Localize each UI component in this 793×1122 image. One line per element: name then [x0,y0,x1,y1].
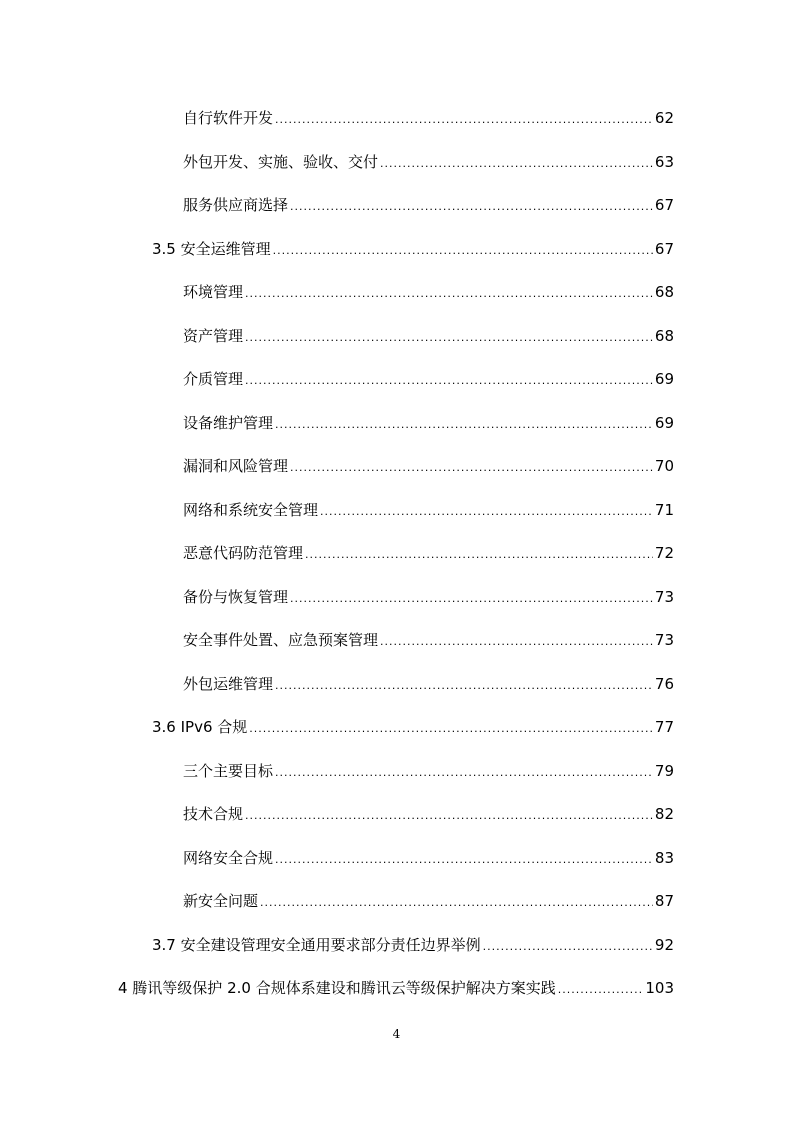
toc-entry-title: 环境管理 [183,283,244,301]
toc-entry-title: 漏洞和风险管理 [183,457,289,475]
toc-entry[interactable] [183,456,674,478]
dot-leader [245,371,653,391]
dot-leader [275,415,653,435]
dot-leader [558,980,644,1000]
dot-leader [260,893,653,913]
dot-leader [275,110,653,130]
toc-entry[interactable] [183,369,674,391]
toc-entry[interactable] [183,195,674,217]
toc-entry[interactable] [183,413,674,435]
dot-leader [249,719,653,739]
toc-entry-title: 外包运维管理 [183,675,274,693]
toc-page-number: 83 [654,849,674,867]
toc-entry-title: 技术合规 [183,805,244,823]
dot-leader [275,763,653,783]
toc-entry[interactable] [183,761,674,783]
dot-leader [275,850,653,870]
toc-entry-title: 设备维护管理 [183,414,274,432]
toc-entry[interactable] [183,891,674,913]
toc-entry[interactable] [183,848,674,870]
dot-leader [305,545,653,565]
toc-entry-title: 3.5 安全运维管理 [152,240,271,258]
toc-page-number: 77 [654,718,674,736]
dot-leader [290,458,653,478]
toc-page-number: 87 [654,892,674,910]
toc-page-number: 73 [654,631,674,649]
toc-entry-title: 恶意代码防范管理 [183,544,304,562]
dot-leader [320,502,653,522]
dot-leader [273,241,653,261]
toc-page-number: 69 [654,370,674,388]
toc-entry-title: 外包开发、实施、验收、交付 [183,153,379,171]
toc-page-number: 68 [654,327,674,345]
dot-leader [290,197,653,217]
toc-entry-title: 介质管理 [183,370,244,388]
toc-page-number: 63 [654,153,674,171]
toc-entry[interactable] [183,500,674,522]
toc-entry-title: 服务供应商选择 [183,196,289,214]
dot-leader [245,284,653,304]
toc-entry[interactable] [183,674,674,696]
toc-entry-title: 3.6 IPv6 合规 [152,718,248,736]
page-number: 4 [392,1027,401,1041]
toc-entry[interactable] [183,587,674,609]
toc-entry[interactable] [152,935,674,957]
toc-page-number: 73 [654,588,674,606]
toc-entry-title: 备份与恢复管理 [183,588,289,606]
toc-entry-title: 3.7 安全建设管理安全通用要求部分责任边界举例 [152,936,481,954]
toc-page-number: 69 [654,414,674,432]
toc-entry[interactable] [183,804,674,826]
toc-page-number: 79 [654,762,674,780]
toc-page-number: 103 [645,979,674,997]
toc-entry-title: 网络和系统安全管理 [183,501,319,519]
toc-entry[interactable] [183,326,674,348]
toc-page-number: 67 [654,240,674,258]
toc-entry-title: 网络安全合规 [183,849,274,867]
toc-page-number: 82 [654,805,674,823]
toc-entry[interactable] [183,543,674,565]
toc-page-number: 67 [654,196,674,214]
toc-entry-title: 资产管理 [183,327,244,345]
toc-entry[interactable] [183,282,674,304]
toc-page-number: 70 [654,457,674,475]
dot-leader [380,154,653,174]
toc-entry[interactable] [183,108,674,130]
toc-entry[interactable] [118,978,674,1000]
toc-entry[interactable] [152,239,674,261]
toc-page-number: 71 [654,501,674,519]
dot-leader [483,937,653,957]
toc-entry-title: 自行软件开发 [183,109,274,127]
toc-page-number: 76 [654,675,674,693]
toc-page-number: 68 [654,283,674,301]
toc-entry-title: 新安全问题 [183,892,259,910]
toc-entry-title: 安全事件处置、应急预案管理 [183,631,379,649]
toc-page-number: 92 [654,936,674,954]
dot-leader [380,632,653,652]
dot-leader [245,328,653,348]
toc-page-number: 62 [654,109,674,127]
toc-entry[interactable] [183,630,674,652]
toc-entry-title: 4 腾讯等级保护 2.0 合规体系建设和腾讯云等级保护解决方案实践 [118,979,556,997]
toc-page-number: 72 [654,544,674,562]
dot-leader [245,806,653,826]
toc-entry[interactable] [183,152,674,174]
toc-entry-title: 三个主要目标 [183,762,274,780]
toc-entry[interactable] [152,717,674,739]
dot-leader [275,676,653,696]
dot-leader [290,589,653,609]
